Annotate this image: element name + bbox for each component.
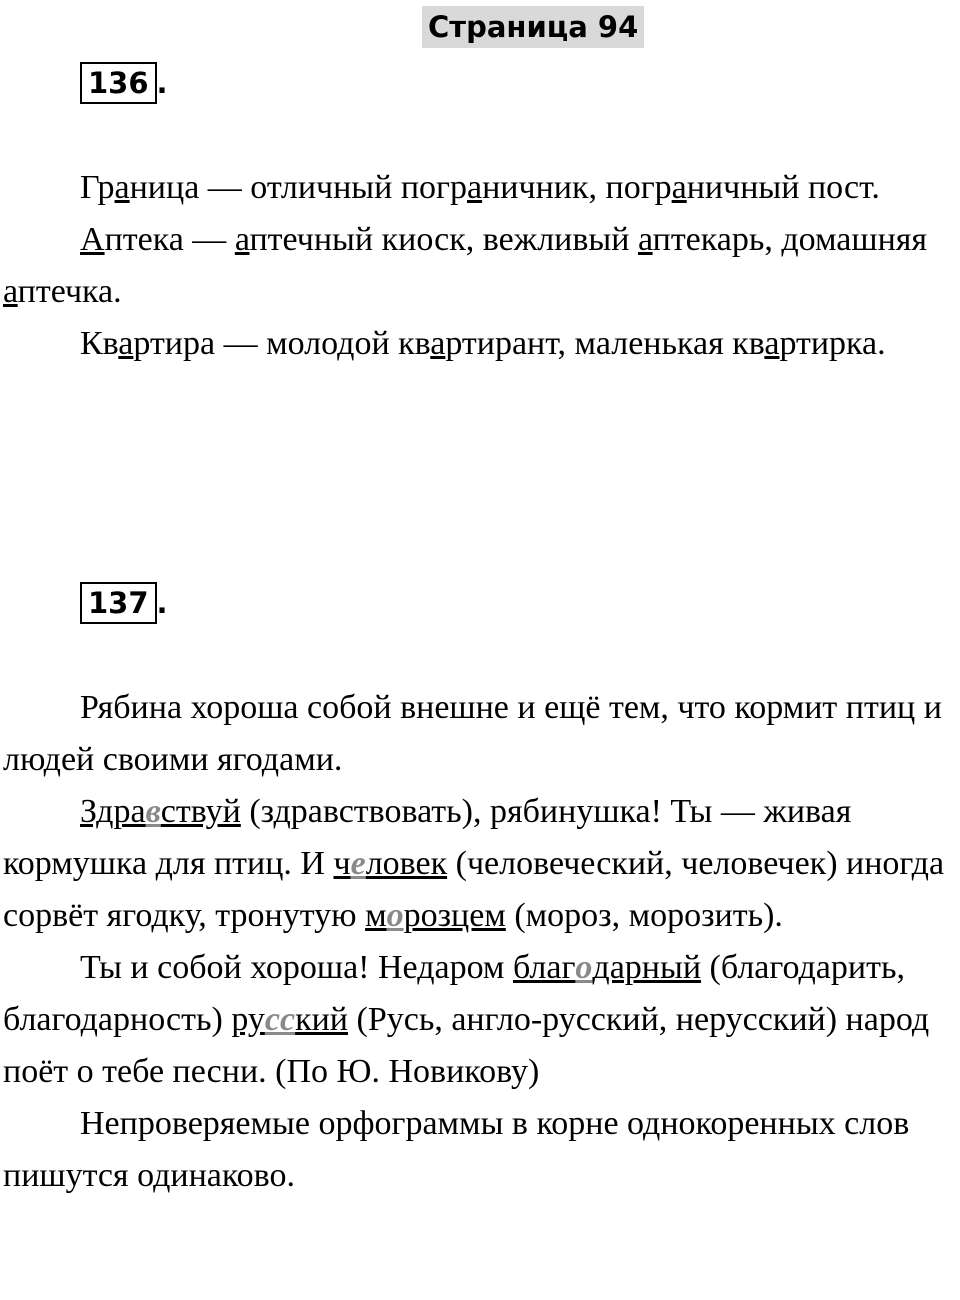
text-run: птечный киоск, вежливый: [249, 221, 638, 258]
underlined-text: ру: [231, 1001, 265, 1038]
text-run: ничник, погр: [482, 169, 672, 206]
paragraph: [3, 942, 958, 1098]
text-run: Непроверяемые орфограммы в корне однокоренных слов пишутся одинаково.: [3, 1105, 910, 1194]
underlined-text: ловек: [365, 845, 448, 882]
task-137-text: [3, 682, 958, 1202]
text-run: (благодарить, благодарность): [3, 949, 905, 1038]
text-run: ртирант, маленькая кв: [445, 325, 765, 362]
paragraph: [3, 162, 958, 214]
text-run: ница — отличный погр: [129, 169, 467, 206]
underlined-text: дарный: [592, 949, 702, 986]
underlined-text: благ: [512, 949, 576, 986]
underlined-text: а: [430, 325, 446, 362]
underlined-text: м: [365, 897, 387, 934]
text-run: (здравствовать), рябинушка! Ты — живая кормушка для птиц. И: [3, 793, 852, 882]
underlined-text: а: [118, 325, 134, 362]
underlined-text: ч: [333, 845, 351, 882]
underlined-text: а: [671, 169, 687, 206]
underlined-text: кий: [295, 1001, 349, 1038]
underlined-text: а: [467, 169, 483, 206]
text-run: птечка.: [17, 273, 122, 310]
paragraph: [3, 682, 958, 786]
task-136-text: [3, 162, 958, 370]
underlined-text: Здра: [80, 793, 146, 830]
task-number-dot: .: [156, 66, 168, 100]
text-run: ртирка.: [779, 325, 886, 362]
highlighted-letter: о: [575, 949, 593, 986]
underlined-text: а: [637, 221, 653, 258]
highlighted-letter: е: [350, 845, 366, 882]
paragraph: [3, 214, 958, 318]
highlighted-letter: сс: [264, 1001, 296, 1038]
task-number-box: 136: [80, 62, 157, 104]
text-run: (Русь, англо-русский, нерусский) народ поёт о тебе песни. (По Ю. Новикову): [3, 1001, 930, 1090]
highlighted-letter: о: [386, 897, 404, 934]
paragraph: [3, 1098, 958, 1202]
text-run: Гр: [80, 169, 115, 206]
text-run: (мороз, морозить).: [505, 897, 783, 934]
text-run: (человеческий, человечек) иногда сорвёт ягодку, тронутую: [3, 845, 945, 934]
task-number-dot: .: [156, 586, 168, 620]
text-run: птека —: [104, 221, 235, 258]
paragraph: [3, 318, 958, 370]
task-number-137: [80, 582, 168, 624]
underlined-text: а: [234, 221, 250, 258]
text-run: ртира — молодой кв: [133, 325, 431, 362]
underlined-text: а: [764, 325, 780, 362]
text-run: Ты и собой хороша! Недаром: [80, 949, 513, 986]
task-number-136: [80, 62, 168, 104]
text-run: Кв: [80, 325, 119, 362]
underlined-text: ствуй: [160, 793, 241, 830]
paragraph: [3, 786, 958, 942]
page-title: Страница 94: [422, 6, 644, 48]
text-run: ничный пост.: [686, 169, 880, 206]
text-run: Рябина хороша собой внешне и ещё тем, что кормит птиц и людей своими ягодами.: [3, 689, 942, 778]
underlined-text: А: [80, 221, 105, 258]
underlined-text: розцем: [403, 897, 506, 934]
underlined-text: а: [3, 273, 18, 310]
underlined-text: а: [114, 169, 130, 206]
text-run: птекарь, домашняя: [652, 221, 928, 258]
task-number-box: 137: [80, 582, 157, 624]
highlighted-letter: в: [145, 793, 161, 830]
